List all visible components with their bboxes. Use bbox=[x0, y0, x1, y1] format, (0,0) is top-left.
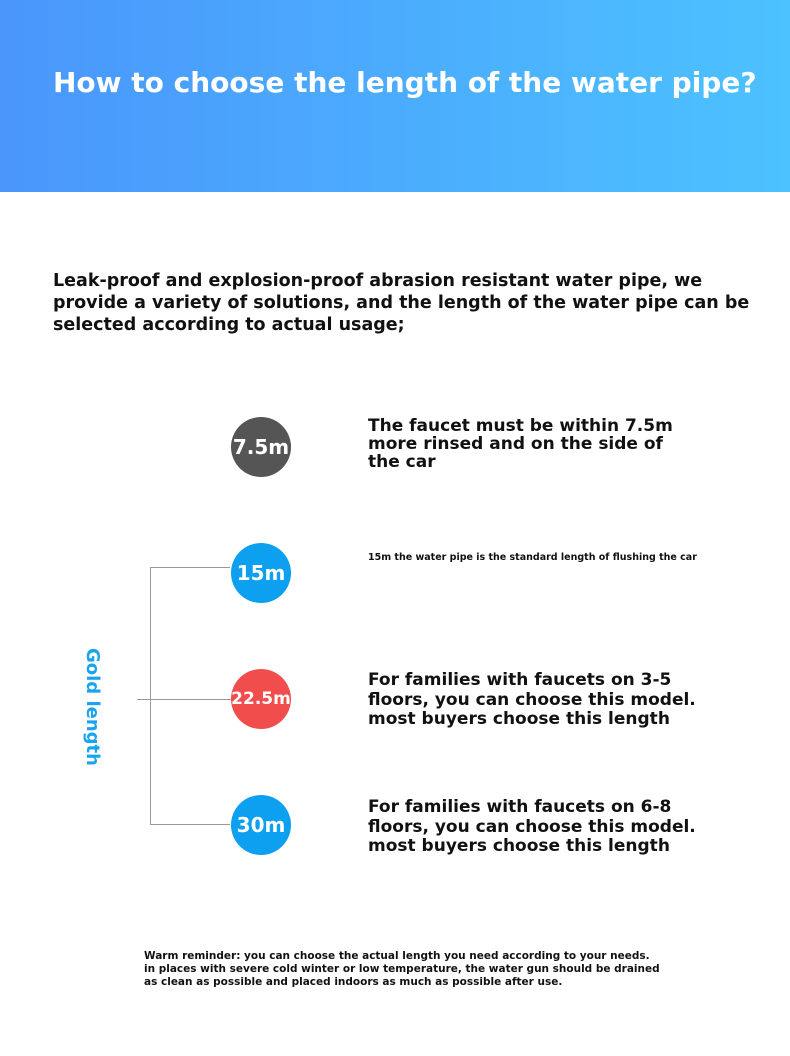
bracket-line-15m bbox=[150, 567, 230, 568]
option-description-7-5m: The faucet must be within 7.5m more rinsed and on the side of the car bbox=[368, 416, 673, 472]
length-badge-22-5m: 22.5m bbox=[231, 669, 291, 729]
option-description-22-5m: For families with faucets on 3-5 floors, you can choose this model. most buyers choose this length bbox=[368, 670, 696, 729]
length-badge-15m: 15m bbox=[231, 543, 291, 603]
length-badge-7-5m: 7.5m bbox=[231, 417, 291, 477]
warm-reminder-note: Warm reminder: you can choose the actual length you need according to your needs. in places with severe cold winter or low temperature, the water gun should be drained as clean as possible and placed indoors as much as possible after use. bbox=[144, 950, 660, 988]
gold-length-label: Gold length bbox=[82, 648, 103, 766]
length-badge-30m: 30m bbox=[231, 795, 291, 855]
option-description-30m: For families with faucets on 6-8 floors, you can choose this model. most buyers choose this length bbox=[368, 797, 696, 856]
header-banner bbox=[0, 0, 790, 192]
option-description-15m: 15m the water pipe is the standard length of flushing the car bbox=[368, 552, 697, 563]
bracket-line-22-5m bbox=[137, 699, 231, 700]
bracket-line-30m bbox=[150, 824, 230, 825]
intro-text: Leak-proof and explosion-proof abrasion resistant water pipe, we provide a variety of solutions, and the length of the water pipe can be selected according to actual usage; bbox=[53, 271, 750, 335]
bracket-vertical-line bbox=[150, 567, 151, 824]
page-title: How to choose the length of the water pipe? bbox=[53, 66, 757, 99]
